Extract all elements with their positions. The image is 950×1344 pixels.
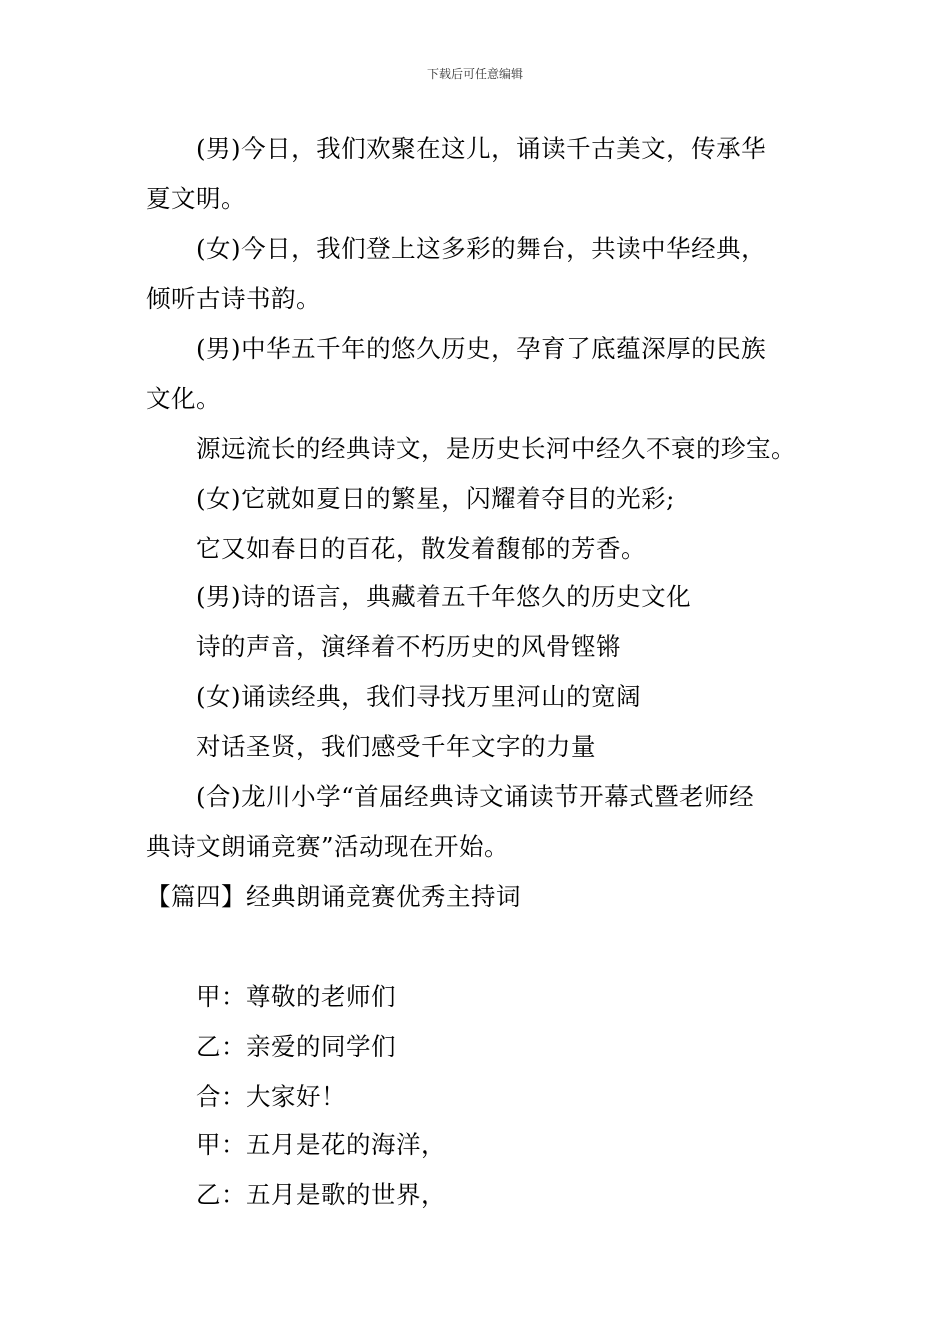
paragraph-line: 夏文明。 <box>146 184 246 213</box>
paragraph-line: (女)今日，我们登上这多彩的舞台，共读中华经典， <box>196 234 767 263</box>
paragraph-line: (女)它就如夏日的繁星，闪耀着夺目的光彩; <box>196 484 675 513</box>
paragraph-line: (男)今日，我们欢聚在这儿，诵读千古美文，传承华 <box>196 134 767 163</box>
dialogue-line: 合：大家好！ <box>196 1082 346 1111</box>
paragraph-line: 文化。 <box>146 384 221 413</box>
paragraph-line: 倾听古诗书韵。 <box>146 284 321 313</box>
paragraph-line: 诗的声音，演绎着不朽历史的风骨铿锵 <box>196 632 621 661</box>
dialogue-line: 乙：亲爱的同学们 <box>196 1032 396 1061</box>
paragraph-line: 典诗文朗诵竞赛”活动现在开始。 <box>146 832 510 861</box>
paragraph-line: (男)中华五千年的悠久历史，孕育了底蕴深厚的民族 <box>196 334 767 363</box>
section-heading: 【篇四】经典朗诵竞赛优秀主持词 <box>146 882 521 911</box>
paragraph-line: 对话圣贤，我们感受千年文字的力量 <box>196 732 596 761</box>
paragraph-line: 它又如春日的百花，散发着馥郁的芳香。 <box>196 534 646 563</box>
paragraph-line: (合)龙川小学“首届经典诗文诵读节开幕式暨老师经 <box>196 782 755 811</box>
dialogue-line: 甲：五月是花的海洋， <box>196 1130 446 1159</box>
paragraph-line: 源远流长的经典诗文，是历史长河中经久不衰的珍宝。 <box>196 434 796 463</box>
paragraph-line: (女)诵读经典，我们寻找万里河山的宽阔 <box>196 682 642 711</box>
dialogue-line: 乙：五月是歌的世界， <box>196 1180 446 1209</box>
paragraph-line: (男)诗的语言，典藏着五千年悠久的历史文化 <box>196 582 692 611</box>
page-header: 下载后可任意编辑 <box>426 67 523 81</box>
dialogue-line: 甲：尊敬的老师们 <box>196 982 396 1011</box>
